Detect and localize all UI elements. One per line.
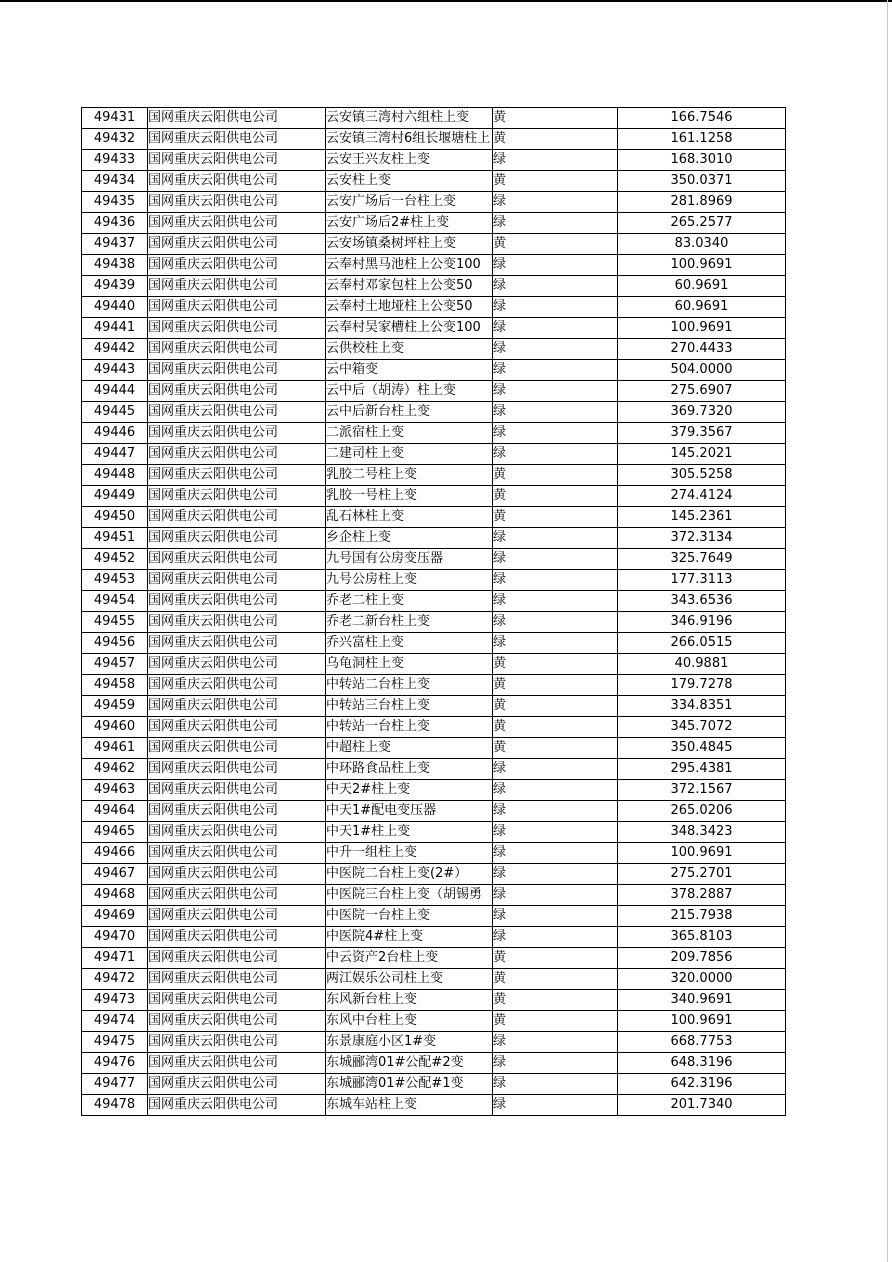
company-cell: 国网重庆云阳供电公司: [148, 1032, 326, 1053]
value-cell: 642.3196: [618, 1074, 786, 1095]
row-id-cell: 49449: [82, 486, 148, 507]
company-cell: 国网重庆云阳供电公司: [148, 423, 326, 444]
table-row: [82, 129, 786, 150]
company-cell: 国网重庆云阳供电公司: [148, 486, 326, 507]
transformer-name-cell: 中转站二台柱上变: [326, 675, 493, 696]
row-id-cell: 49469: [82, 906, 148, 927]
table-row: [82, 381, 786, 402]
value-cell: 504.0000: [618, 360, 786, 381]
company-cell: 国网重庆云阳供电公司: [148, 1011, 326, 1032]
row-id-cell: 49438: [82, 255, 148, 276]
transformer-name-cell: 乔老二新台柱上变: [326, 612, 493, 633]
company-cell: 国网重庆云阳供电公司: [148, 612, 326, 633]
status-cell: 绿: [493, 255, 618, 276]
transformer-name-cell: 乔老二柱上变: [326, 591, 493, 612]
table-row: [82, 1032, 786, 1053]
transformer-table: [81, 107, 786, 1116]
table-row: [82, 1011, 786, 1032]
value-cell: 215.7938: [618, 906, 786, 927]
value-cell: 201.7340: [618, 1095, 786, 1116]
row-id-cell: 49465: [82, 822, 148, 843]
row-id-cell: 49471: [82, 948, 148, 969]
status-cell: 黄: [493, 108, 618, 129]
row-id-cell: 49431: [82, 108, 148, 129]
transformer-name-cell: 中转站一台柱上变: [326, 717, 493, 738]
status-cell: 黄: [493, 738, 618, 759]
status-cell: 绿: [493, 822, 618, 843]
top-border-line: [0, 0, 892, 2]
row-id-cell: 49450: [82, 507, 148, 528]
status-cell: 绿: [493, 528, 618, 549]
row-id-cell: 49458: [82, 675, 148, 696]
table-row: [82, 465, 786, 486]
table-row: [82, 1095, 786, 1116]
transformer-name-cell: 乳胶一号柱上变: [326, 486, 493, 507]
table-row: [82, 759, 786, 780]
row-id-cell: 49457: [82, 654, 148, 675]
table-row: [82, 969, 786, 990]
table-row: [82, 150, 786, 171]
table-row: [82, 507, 786, 528]
row-id-cell: 49454: [82, 591, 148, 612]
status-cell: 绿: [493, 276, 618, 297]
transformer-name-cell: 中天1#配电变压器: [326, 801, 493, 822]
transformer-name-cell: 中医院三台柱上变（胡锡勇: [326, 885, 493, 906]
company-cell: 国网重庆云阳供电公司: [148, 507, 326, 528]
status-cell: 黄: [493, 507, 618, 528]
value-cell: 209.7856: [618, 948, 786, 969]
company-cell: 国网重庆云阳供电公司: [148, 801, 326, 822]
row-id-cell: 49459: [82, 696, 148, 717]
status-cell: 绿: [493, 402, 618, 423]
transformer-name-cell: 两江娱乐公司柱上变: [326, 969, 493, 990]
value-cell: 379.3567: [618, 423, 786, 444]
status-cell: 绿: [493, 360, 618, 381]
row-id-cell: 49460: [82, 717, 148, 738]
transformer-name-cell: 云中后（胡涛）柱上变: [326, 381, 493, 402]
company-cell: 国网重庆云阳供电公司: [148, 864, 326, 885]
transformer-name-cell: 云奉村吴家槽柱上公变100: [326, 318, 493, 339]
status-cell: 绿: [493, 192, 618, 213]
value-cell: 365.8103: [618, 927, 786, 948]
value-cell: 166.7546: [618, 108, 786, 129]
row-id-cell: 49435: [82, 192, 148, 213]
transformer-name-cell: 乳胶二号柱上变: [326, 465, 493, 486]
value-cell: 60.9691: [618, 276, 786, 297]
table-row: [82, 528, 786, 549]
table-row: [82, 948, 786, 969]
value-cell: 648.3196: [618, 1053, 786, 1074]
status-cell: 绿: [493, 297, 618, 318]
table-row: [82, 696, 786, 717]
table-row: [82, 990, 786, 1011]
value-cell: 83.0340: [618, 234, 786, 255]
value-cell: 350.4845: [618, 738, 786, 759]
value-cell: 378.2887: [618, 885, 786, 906]
company-cell: 国网重庆云阳供电公司: [148, 591, 326, 612]
row-id-cell: 49477: [82, 1074, 148, 1095]
transformer-name-cell: 云安广场后一台柱上变: [326, 192, 493, 213]
transformer-name-cell: 中云资产2台柱上变: [326, 948, 493, 969]
status-cell: 绿: [493, 591, 618, 612]
company-cell: 国网重庆云阳供电公司: [148, 276, 326, 297]
company-cell: 国网重庆云阳供电公司: [148, 528, 326, 549]
status-cell: 绿: [493, 213, 618, 234]
status-cell: 黄: [493, 465, 618, 486]
table-row: [82, 444, 786, 465]
status-cell: 绿: [493, 801, 618, 822]
transformer-name-cell: 二派宿柱上变: [326, 423, 493, 444]
row-id-cell: 49447: [82, 444, 148, 465]
status-cell: 黄: [493, 717, 618, 738]
company-cell: 国网重庆云阳供电公司: [148, 1095, 326, 1116]
value-cell: 305.5258: [618, 465, 786, 486]
company-cell: 国网重庆云阳供电公司: [148, 129, 326, 150]
row-id-cell: 49433: [82, 150, 148, 171]
table-row: [82, 276, 786, 297]
status-cell: 绿: [493, 927, 618, 948]
row-id-cell: 49464: [82, 801, 148, 822]
row-id-cell: 49448: [82, 465, 148, 486]
right-edge-line: [887, 0, 888, 1262]
row-id-cell: 49463: [82, 780, 148, 801]
status-cell: 绿: [493, 1095, 618, 1116]
value-cell: 100.9691: [618, 318, 786, 339]
company-cell: 国网重庆云阳供电公司: [148, 990, 326, 1011]
transformer-name-cell: 中天1#柱上变: [326, 822, 493, 843]
value-cell: 281.8969: [618, 192, 786, 213]
company-cell: 国网重庆云阳供电公司: [148, 780, 326, 801]
company-cell: 国网重庆云阳供电公司: [148, 843, 326, 864]
table-row: [82, 234, 786, 255]
transformer-name-cell: 云安场镇桑树坪柱上变: [326, 234, 493, 255]
status-cell: 绿: [493, 549, 618, 570]
company-cell: 国网重庆云阳供电公司: [148, 381, 326, 402]
transformer-name-cell: 云奉村邓家包柱上公变50: [326, 276, 493, 297]
transformer-name-cell: 云安柱上变: [326, 171, 493, 192]
table-row: [82, 108, 786, 129]
transformer-name-cell: 中转站三台柱上变: [326, 696, 493, 717]
row-id-cell: 49440: [82, 297, 148, 318]
transformer-name-cell: 乌龟洞柱上变: [326, 654, 493, 675]
table-row: [82, 738, 786, 759]
value-cell: 168.3010: [618, 150, 786, 171]
company-cell: 国网重庆云阳供电公司: [148, 969, 326, 990]
table-row: [82, 591, 786, 612]
transformer-name-cell: 中环路食品柱上变: [326, 759, 493, 780]
value-cell: 275.6907: [618, 381, 786, 402]
transformer-name-cell: 云安镇三湾村6组长堰塘柱上: [326, 129, 493, 150]
status-cell: 黄: [493, 696, 618, 717]
company-cell: 国网重庆云阳供电公司: [148, 759, 326, 780]
table-row: [82, 423, 786, 444]
company-cell: 国网重庆云阳供电公司: [148, 402, 326, 423]
company-cell: 国网重庆云阳供电公司: [148, 675, 326, 696]
row-id-cell: 49473: [82, 990, 148, 1011]
row-id-cell: 49452: [82, 549, 148, 570]
table-row: [82, 612, 786, 633]
status-cell: 绿: [493, 570, 618, 591]
value-cell: 369.7320: [618, 402, 786, 423]
row-id-cell: 49461: [82, 738, 148, 759]
value-cell: 334.8351: [618, 696, 786, 717]
company-cell: 国网重庆云阳供电公司: [148, 444, 326, 465]
company-cell: 国网重庆云阳供电公司: [148, 696, 326, 717]
row-id-cell: 49474: [82, 1011, 148, 1032]
table-row: [82, 402, 786, 423]
row-id-cell: 49446: [82, 423, 148, 444]
value-cell: 340.9691: [618, 990, 786, 1011]
status-cell: 绿: [493, 1032, 618, 1053]
value-cell: 266.0515: [618, 633, 786, 654]
status-cell: 黄: [493, 654, 618, 675]
status-cell: 绿: [493, 1053, 618, 1074]
transformer-name-cell: 云中箱变: [326, 360, 493, 381]
table-row: [82, 864, 786, 885]
table-row: [82, 633, 786, 654]
row-id-cell: 49462: [82, 759, 148, 780]
transformer-name-cell: 云供校柱上变: [326, 339, 493, 360]
table-row: [82, 486, 786, 507]
table-row: [82, 360, 786, 381]
table-body: [82, 108, 786, 1116]
row-id-cell: 49439: [82, 276, 148, 297]
value-cell: 350.0371: [618, 171, 786, 192]
company-cell: 国网重庆云阳供电公司: [148, 1074, 326, 1095]
row-id-cell: 49466: [82, 843, 148, 864]
table-row: [82, 843, 786, 864]
company-cell: 国网重庆云阳供电公司: [148, 927, 326, 948]
transformer-name-cell: 中天2#柱上变: [326, 780, 493, 801]
row-id-cell: 49472: [82, 969, 148, 990]
transformer-name-cell: 乡企柱上变: [326, 528, 493, 549]
company-cell: 国网重庆云阳供电公司: [148, 885, 326, 906]
value-cell: 295.4381: [618, 759, 786, 780]
table-row: [82, 717, 786, 738]
company-cell: 国网重庆云阳供电公司: [148, 822, 326, 843]
company-cell: 国网重庆云阳供电公司: [148, 297, 326, 318]
transformer-name-cell: 云奉村黑马池柱上公变100: [326, 255, 493, 276]
company-cell: 国网重庆云阳供电公司: [148, 339, 326, 360]
value-cell: 145.2361: [618, 507, 786, 528]
status-cell: 黄: [493, 948, 618, 969]
row-id-cell: 49436: [82, 213, 148, 234]
transformer-name-cell: 中超柱上变: [326, 738, 493, 759]
table-row: [82, 927, 786, 948]
value-cell: 100.9691: [618, 843, 786, 864]
status-cell: 绿: [493, 843, 618, 864]
transformer-name-cell: 云中后新台柱上变: [326, 402, 493, 423]
transformer-name-cell: 云安镇三湾村六组柱上变: [326, 108, 493, 129]
status-cell: 绿: [493, 423, 618, 444]
value-cell: 270.4433: [618, 339, 786, 360]
value-cell: 320.0000: [618, 969, 786, 990]
row-id-cell: 49434: [82, 171, 148, 192]
table-row: [82, 318, 786, 339]
table-row: [82, 171, 786, 192]
status-cell: 绿: [493, 864, 618, 885]
company-cell: 国网重庆云阳供电公司: [148, 171, 326, 192]
row-id-cell: 49443: [82, 360, 148, 381]
transformer-name-cell: 云安王兴友柱上变: [326, 150, 493, 171]
status-cell: 黄: [493, 1011, 618, 1032]
row-id-cell: 49475: [82, 1032, 148, 1053]
value-cell: 346.9196: [618, 612, 786, 633]
table-row: [82, 297, 786, 318]
status-cell: 绿: [493, 633, 618, 654]
company-cell: 国网重庆云阳供电公司: [148, 738, 326, 759]
transformer-name-cell: 中医院一台柱上变: [326, 906, 493, 927]
row-id-cell: 49451: [82, 528, 148, 549]
company-cell: 国网重庆云阳供电公司: [148, 570, 326, 591]
status-cell: 绿: [493, 444, 618, 465]
transformer-name-cell: 中医院4#柱上变: [326, 927, 493, 948]
row-id-cell: 49468: [82, 885, 148, 906]
row-id-cell: 49478: [82, 1095, 148, 1116]
value-cell: 274.4124: [618, 486, 786, 507]
table-row: [82, 801, 786, 822]
value-cell: 343.6536: [618, 591, 786, 612]
table-row: [82, 1074, 786, 1095]
value-cell: 372.1567: [618, 780, 786, 801]
table-row: [82, 906, 786, 927]
row-id-cell: 49467: [82, 864, 148, 885]
row-id-cell: 49455: [82, 612, 148, 633]
table-row: [82, 885, 786, 906]
table-row: [82, 1053, 786, 1074]
transformer-name-cell: 九号国有公房变压器: [326, 549, 493, 570]
company-cell: 国网重庆云阳供电公司: [148, 906, 326, 927]
transformer-name-cell: 乱石林柱上变: [326, 507, 493, 528]
value-cell: 348.3423: [618, 822, 786, 843]
table-row: [82, 822, 786, 843]
company-cell: 国网重庆云阳供电公司: [148, 948, 326, 969]
value-cell: 100.9691: [618, 255, 786, 276]
status-cell: 绿: [493, 1074, 618, 1095]
company-cell: 国网重庆云阳供电公司: [148, 192, 326, 213]
row-id-cell: 49442: [82, 339, 148, 360]
table-row: [82, 213, 786, 234]
table-row: [82, 192, 786, 213]
table-row: [82, 255, 786, 276]
table-row: [82, 780, 786, 801]
status-cell: 绿: [493, 885, 618, 906]
row-id-cell: 49445: [82, 402, 148, 423]
row-id-cell: 49470: [82, 927, 148, 948]
transformer-name-cell: 乔兴富柱上变: [326, 633, 493, 654]
row-id-cell: 49456: [82, 633, 148, 654]
value-cell: 265.2577: [618, 213, 786, 234]
status-cell: 绿: [493, 150, 618, 171]
company-cell: 国网重庆云阳供电公司: [148, 108, 326, 129]
transformer-name-cell: 二建司柱上变: [326, 444, 493, 465]
table-row: [82, 570, 786, 591]
status-cell: 黄: [493, 486, 618, 507]
transformer-name-cell: 中升一组柱上变: [326, 843, 493, 864]
status-cell: 绿: [493, 339, 618, 360]
status-cell: 绿: [493, 759, 618, 780]
transformer-name-cell: 东城郦湾01#公配#2变: [326, 1053, 493, 1074]
status-cell: 黄: [493, 234, 618, 255]
company-cell: 国网重庆云阳供电公司: [148, 150, 326, 171]
table-row: [82, 339, 786, 360]
row-id-cell: 49432: [82, 129, 148, 150]
transformer-name-cell: 东景康庭小区1#变: [326, 1032, 493, 1053]
status-cell: 绿: [493, 381, 618, 402]
status-cell: 黄: [493, 969, 618, 990]
value-cell: 372.3134: [618, 528, 786, 549]
row-id-cell: 49437: [82, 234, 148, 255]
table-row: [82, 549, 786, 570]
table-row: [82, 675, 786, 696]
value-cell: 161.1258: [618, 129, 786, 150]
transformer-name-cell: 云安广场后2#柱上变: [326, 213, 493, 234]
row-id-cell: 49453: [82, 570, 148, 591]
transformer-name-cell: 东风新台柱上变: [326, 990, 493, 1011]
company-cell: 国网重庆云阳供电公司: [148, 717, 326, 738]
value-cell: 60.9691: [618, 297, 786, 318]
status-cell: 黄: [493, 129, 618, 150]
value-cell: 145.2021: [618, 444, 786, 465]
company-cell: 国网重庆云阳供电公司: [148, 318, 326, 339]
status-cell: 绿: [493, 780, 618, 801]
status-cell: 绿: [493, 318, 618, 339]
status-cell: 黄: [493, 990, 618, 1011]
transformer-name-cell: 东风中台柱上变: [326, 1011, 493, 1032]
status-cell: 黄: [493, 675, 618, 696]
company-cell: 国网重庆云阳供电公司: [148, 213, 326, 234]
transformer-name-cell: 中医院二台柱上变(2#）: [326, 864, 493, 885]
transformer-name-cell: 云奉村土地垭柱上公变50: [326, 297, 493, 318]
value-cell: 265.0206: [618, 801, 786, 822]
value-cell: 325.7649: [618, 549, 786, 570]
value-cell: 345.7072: [618, 717, 786, 738]
company-cell: 国网重庆云阳供电公司: [148, 633, 326, 654]
value-cell: 668.7753: [618, 1032, 786, 1053]
value-cell: 100.9691: [618, 1011, 786, 1032]
row-id-cell: 49444: [82, 381, 148, 402]
company-cell: 国网重庆云阳供电公司: [148, 465, 326, 486]
status-cell: 绿: [493, 612, 618, 633]
value-cell: 40.9881: [618, 654, 786, 675]
row-id-cell: 49476: [82, 1053, 148, 1074]
row-id-cell: 49441: [82, 318, 148, 339]
company-cell: 国网重庆云阳供电公司: [148, 654, 326, 675]
company-cell: 国网重庆云阳供电公司: [148, 234, 326, 255]
company-cell: 国网重庆云阳供电公司: [148, 255, 326, 276]
company-cell: 国网重庆云阳供电公司: [148, 1053, 326, 1074]
transformer-name-cell: 东城郦湾01#公配#1变: [326, 1074, 493, 1095]
status-cell: 绿: [493, 906, 618, 927]
company-cell: 国网重庆云阳供电公司: [148, 549, 326, 570]
value-cell: 275.2701: [618, 864, 786, 885]
value-cell: 179.7278: [618, 675, 786, 696]
value-cell: 177.3113: [618, 570, 786, 591]
transformer-name-cell: 九号公房柱上变: [326, 570, 493, 591]
company-cell: 国网重庆云阳供电公司: [148, 360, 326, 381]
table-row: [82, 654, 786, 675]
transformer-name-cell: 东城车站柱上变: [326, 1095, 493, 1116]
status-cell: 黄: [493, 171, 618, 192]
